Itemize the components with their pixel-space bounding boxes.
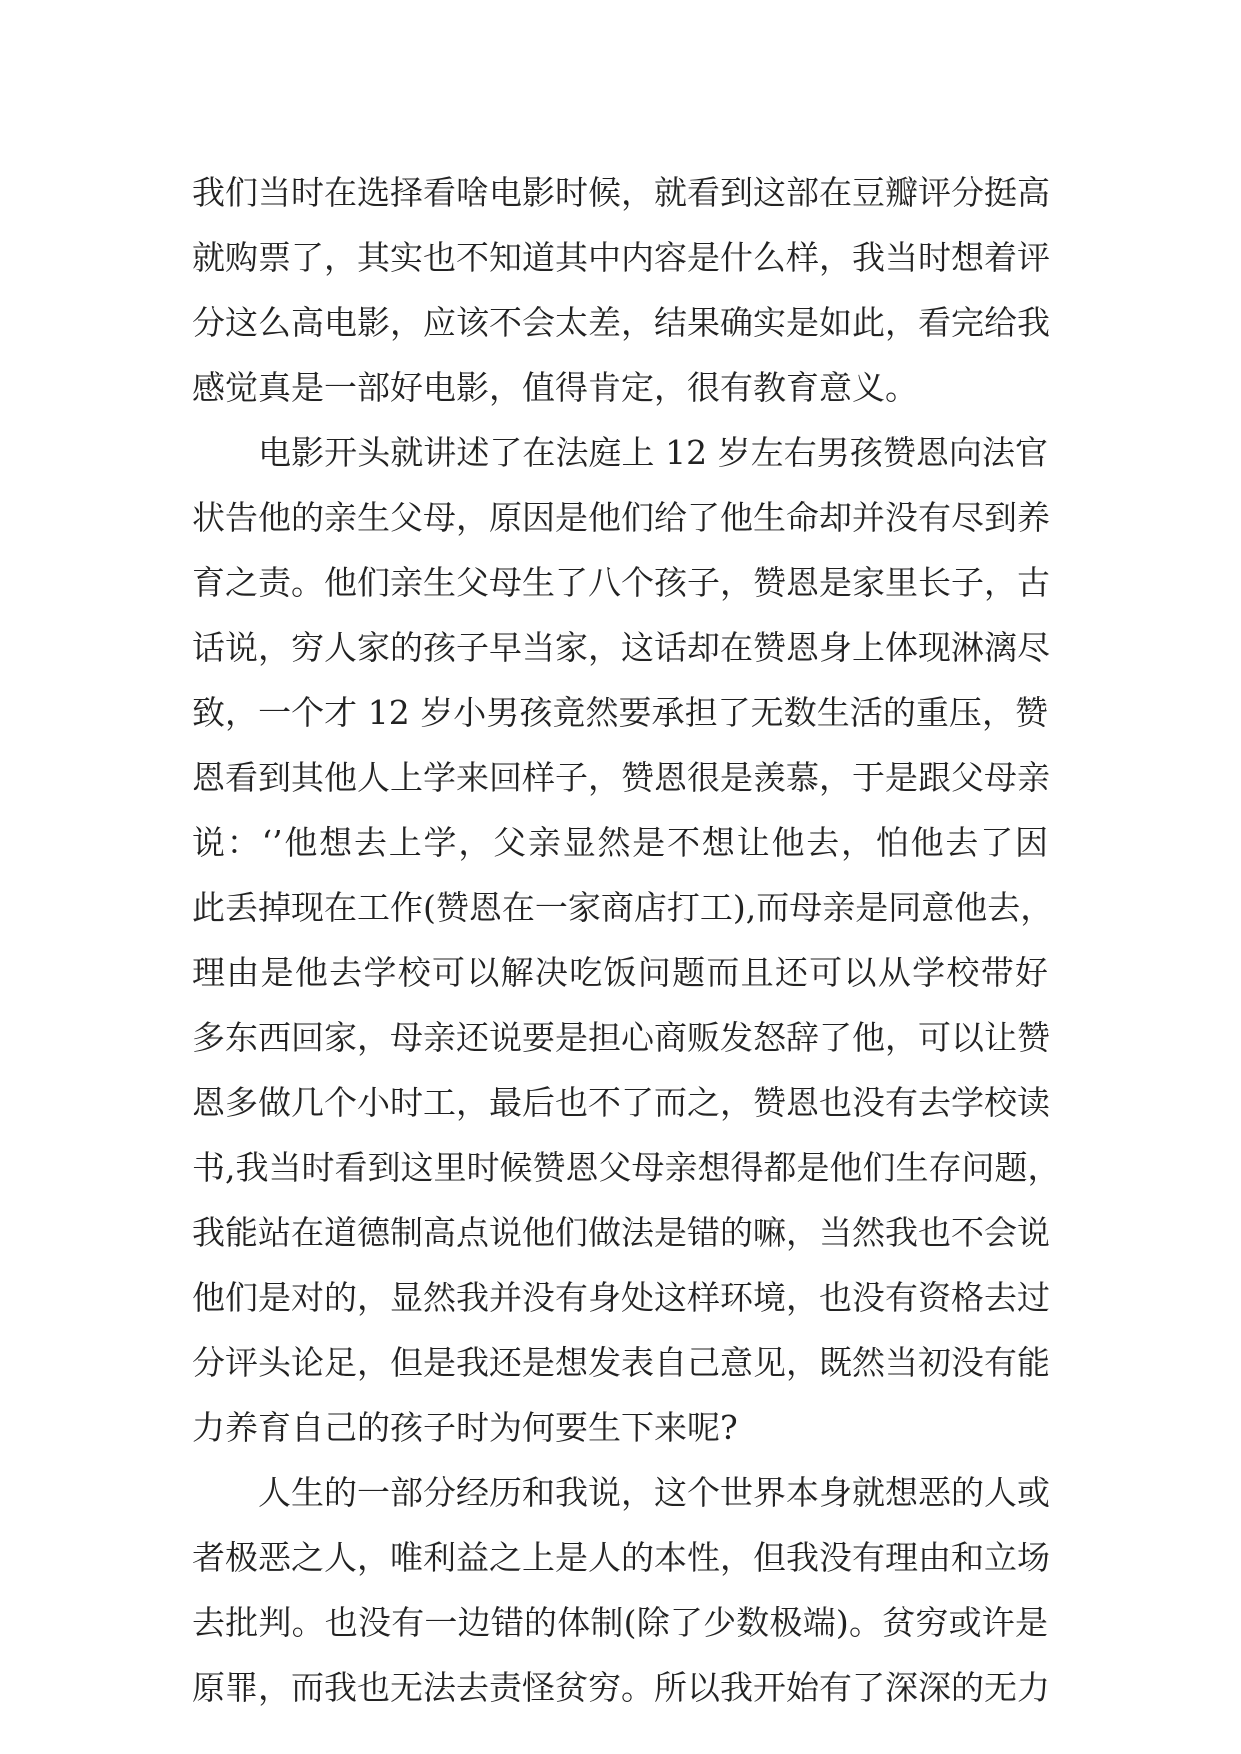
text-line: 理由是他去学校可以解决吃饭问题而且还可以从学校带好: [192, 953, 1048, 992]
text-line: 恩看到其他人上学来回样子，赞恩很是羡慕，于是跟父母亲: [192, 758, 1050, 797]
text-line: 去批判。也没有一边错的体制(除了少数极端)。贫穷或许是: [192, 1603, 1048, 1642]
text-line: 分评头论足，但是我还是想发表自己意见，既然当初没有能: [192, 1343, 1050, 1382]
text-line: 人生的一部分经历和我说，这个世界本身就想恶的人或: [192, 1473, 1050, 1512]
text-line: 此丢掉现在工作(赞恩在一家商店打工),而母亲是同意他去，: [192, 888, 1054, 927]
text-line: 多东西回家，母亲还说要是担心商贩发怒辞了他，可以让赞: [192, 1018, 1050, 1057]
document-body: [192, 160, 1061, 1720]
text-line: 分这么高电影，应该不会太差，结果确实是如此，看完给我: [192, 303, 1050, 342]
text-line: 他们是对的，显然我并没有身处这样环境，也没有资格去过: [192, 1278, 1050, 1317]
text-line: 恩多做几个小时工，最后也不了而之，赞恩也没有去学校读: [192, 1083, 1050, 1122]
text-line: 感觉真是一部好电影，值得肯定，很有教育意义。: [192, 368, 918, 407]
text-line: 电影开头就讲述了在法庭上 12 岁左右男孩赞恩向法官: [192, 433, 1048, 472]
text-line: 书,我当时看到这里时候赞恩父母亲想得都是他们生存问题，: [192, 1148, 1061, 1187]
text-line: 就购票了，其实也不知道其中内容是什么样，我当时想着评: [192, 238, 1050, 277]
text-line: 我能站在道德制高点说他们做法是错的嘛，当然我也不会说: [192, 1213, 1050, 1252]
text-line: 话说，穷人家的孩子早当家，这话却在赞恩身上体现淋漓尽: [192, 628, 1050, 667]
text-line: 原罪，而我也无法去责怪贫穷。所以我开始有了深深的无力: [192, 1668, 1050, 1707]
paragraph-2: [192, 420, 1061, 1460]
text-line: 者极恶之人，唯利益之上是人的本性，但我没有理由和立场: [192, 1538, 1050, 1577]
text-line: 力养育自己的孩子时为何要生下来呢?: [192, 1408, 738, 1447]
paragraph-3: [192, 1460, 1048, 1720]
text-line: 致，一个才 12 岁小男孩竟然要承担了无数生活的重压，赞: [192, 693, 1048, 732]
text-line: 状告他的亲生父母，原因是他们给了他生命却并没有尽到养: [192, 498, 1050, 537]
text-line: 说：‘’他想去上学，父亲显然是不想让他去，怕他去了因: [192, 823, 1048, 862]
text-line: 我们当时在选择看啥电影时候，就看到这部在豆瓣评分挺高: [192, 173, 1050, 212]
paragraph-1: [192, 160, 1048, 420]
text-line: 育之责。他们亲生父母生了八个孩子，赞恩是家里长子，古: [192, 563, 1050, 602]
